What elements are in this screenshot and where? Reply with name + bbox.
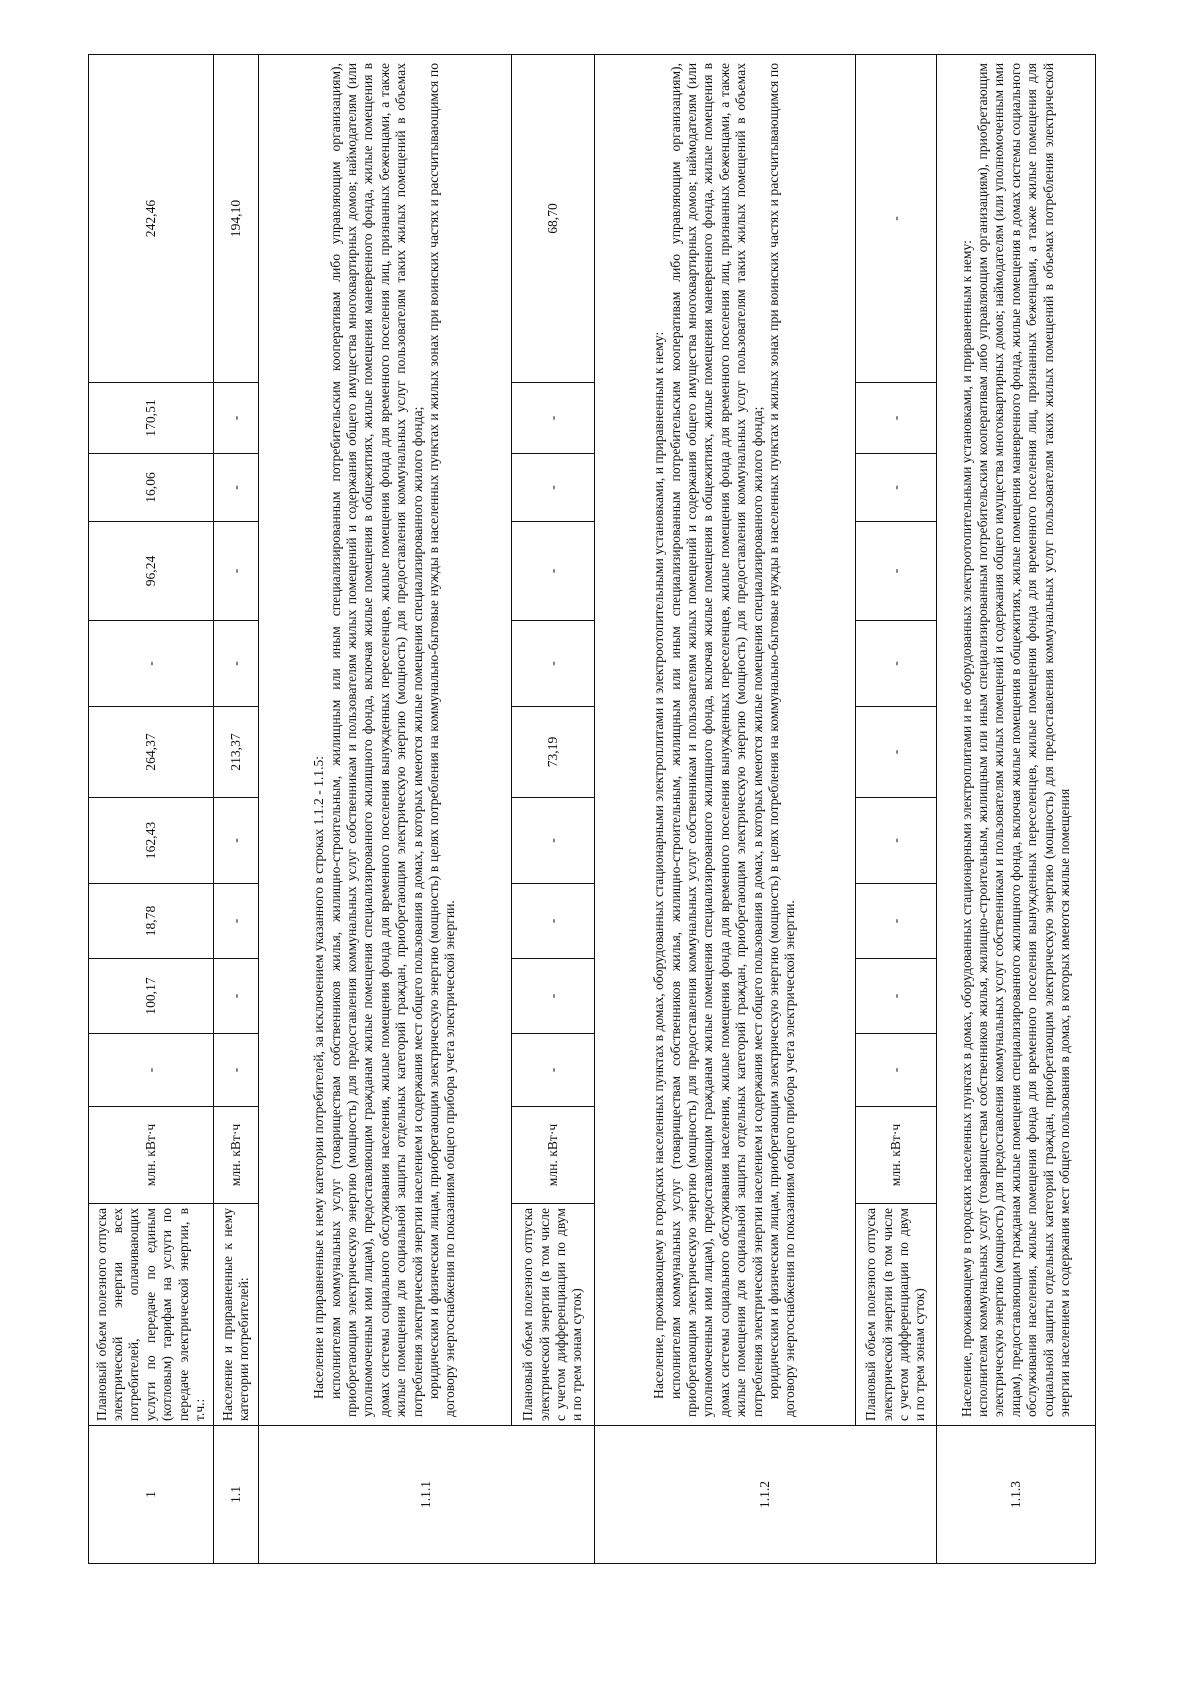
value-cell: - <box>512 454 595 522</box>
category-paragraph: исполнителям коммунальных услуг (товариществам собственников жилья, жилищно-строительным, жилищным или иным специализированным потребительским кооперативам либо управляющим организациям), приобретающим электрическую энергию (мощность) для предоставления коммунальных услуг собственникам и пользователям жилых помещений и содержания общего имущества многоквартирных домов; наймодателям (или уполномоченным ими лицам), предоставляющим гражданам жилые помещения специализированного жилищного фонда, включая жилые помещения в общежитиях, жилые помещения маневренного фонда, жилые помещения в домах системы социального обслуживания населения, жилые помещения фонда для временного поселения вынужденных переселенцев, жилые помещения фонда для временного поселения лиц, признанных беженцами, а также жилые помещения для социальной защиты отдельных категорий граждан, приобретающим электрическую энергию (мощность) для предоставления коммунальных услуг пользователям таких жилых помещений в объемах потребления электрической энергии населением и содержания мест общего пользования в домах, в которых имеются жилые помещения специализированного жилого фонда; <box>327 63 425 1417</box>
value-cell: 16,06 <box>89 454 214 522</box>
value-cell: 162,43 <box>89 798 214 884</box>
value-cell: - <box>856 798 937 884</box>
row-number: 1 <box>89 1426 214 1564</box>
value-cell: 100,17 <box>89 959 214 1034</box>
value-cell: - <box>214 959 259 1034</box>
table-row-1 <box>89 55 214 1564</box>
value-cell: - <box>856 454 937 522</box>
value-cell: - <box>214 522 259 621</box>
category-heading: Население, проживающему в городских населенных пунктах в домах, оборудованных стационарными электроплитами и не оборудованных электроотопительными установками, и приравненным к нему: <box>958 240 974 1417</box>
value-cell: - <box>214 383 259 454</box>
value-cell: - <box>856 707 937 798</box>
value-cell: - <box>214 454 259 522</box>
category-heading: Население и приравненные к нему категории потребителей, за исключением указанного в строках 1.1.2 - 1.1.5: <box>311 755 327 1399</box>
row-description: Плановый объем полезного отпуска электрической энергии (в том числе с учетом дифференциации по двум и по трем зонам суток) <box>512 1204 595 1426</box>
value-cell: - <box>512 959 595 1034</box>
category-paragraph: юридическим и физическим лицам, приобретающим электрическую энергию (мощность) в целях потребления на коммунально-бытовые нужды в населенных пунктах и жилых зонах при воинских частях и рассчитывающимся по договору энергоснабжения по показаниям общего прибора учета электрической энергии. <box>426 63 458 1417</box>
table-row-1-1-1-volume <box>512 55 595 1564</box>
row-number: 1.1.2 <box>595 1426 937 1564</box>
row-number: 1.1.3 <box>937 1426 1096 1564</box>
value-cell: 170,51 <box>89 383 214 454</box>
row-number: 1.1 <box>214 1426 259 1564</box>
value-cell: - <box>856 383 937 454</box>
value-cell: - <box>856 621 937 707</box>
category-description <box>259 55 512 1426</box>
value-cell: - <box>512 798 595 884</box>
category-description <box>595 55 856 1426</box>
value-cell: - <box>214 884 259 959</box>
value-cell: - <box>856 884 937 959</box>
row-description: Население и приравненные к нему категории потребителей: <box>214 1204 259 1426</box>
value-cell: - <box>89 1034 214 1107</box>
value-cell: - <box>89 621 214 707</box>
value-cell: 18,78 <box>89 884 214 959</box>
value-cell: - <box>512 621 595 707</box>
value-cell: - <box>512 884 595 959</box>
table-row-1-1-2-volume <box>856 55 937 1564</box>
row-number: 1.1.1 <box>259 1426 595 1564</box>
value-cell: - <box>856 959 937 1034</box>
value-cell: - <box>856 1034 937 1107</box>
value-cell: - <box>856 55 937 383</box>
value-cell: 242,46 <box>89 55 214 383</box>
value-cell: - <box>856 522 937 621</box>
table-row-1-1-2 <box>595 55 856 1564</box>
row-unit: млн. кВт·ч <box>89 1107 214 1204</box>
table-row-1-1-3 <box>937 55 1096 1564</box>
value-cell: - <box>512 1034 595 1107</box>
row-unit: млн. кВт·ч <box>512 1107 595 1204</box>
value-cell: - <box>214 1034 259 1107</box>
row-description: Плановый объем полезного отпуска электрической энергии (в том числе с учетом дифференциации по двум и по трем зонам суток) <box>856 1204 937 1426</box>
value-cell: 194,10 <box>214 55 259 383</box>
value-cell: - <box>214 798 259 884</box>
category-heading: Население, проживающему в городских населенных пунктах в домах, оборудованных стационарными электроплитами и электроотопительными установками, и приравненным к нему: <box>651 331 667 1399</box>
tariff-table <box>88 54 1096 1564</box>
table-row-1-1 <box>214 55 259 1564</box>
row-unit: млн. кВт·ч <box>856 1107 937 1204</box>
category-description <box>937 55 1096 1426</box>
value-cell: 213,37 <box>214 707 259 798</box>
value-cell: - <box>512 383 595 454</box>
value-cell: 73,19 <box>512 707 595 798</box>
category-paragraph: исполнителям коммунальных услуг (товариществам собственников жилья, жилищно-строительным, жилищным или иным специализированным потребительским кооперативам либо управляющим организациям), приобретающим электрическую энергию (мощность) для предоставления коммунальных услуг собственникам и пользователям жилых помещений и содержания общего имущества многоквартирных домов; наймодателям (или уполномоченным ими лицам), предоставляющим гражданам жилые помещения специализированного жилищного фонда, включая жилые помещения в общежитиях, жилые помещения маневренного фонда, жилые помещения в домах системы социального обслуживания населения, жилые помещения фонда для временного поселения вынужденных переселенцев, жилые помещения фонда для временного поселения лиц, признанных беженцами, а также жилые помещения для социальной защиты отдельных категорий граждан, приобретающим электрическую энергию (мощность) для предоставления коммунальных услуг пользователям таких жилых помещений в объемах потребления электрической энергии населением и содержания мест общего пользования в домах, в которых имеются жилые помещения специализированного жилого фонда; <box>667 63 765 1417</box>
value-cell: - <box>214 621 259 707</box>
row-unit: млн. кВт·ч <box>214 1107 259 1204</box>
table-row-1-1-1 <box>259 55 512 1564</box>
value-cell: 96,24 <box>89 522 214 621</box>
value-cell: - <box>512 522 595 621</box>
value-cell: 68,70 <box>512 55 595 383</box>
rotated-table-sheet <box>88 55 1073 1564</box>
category-paragraph: исполнителям коммунальных услуг (товариществам собственников жилья, жилищно-строительным, жилищным или иным специализированным потребительским кооперативам либо управляющим организациям), приобретающим электрическую энергию (мощность) для предоставления коммунальных услуг собственникам и пользователям жилых помещений и содержания общего имущества многоквартирных домов; наймодателям (или уполномоченным ими лицам), предоставляющим гражданам жилые помещения специализированного жилищного фонда, включая жилые помещения в общежитиях, жилые помещения маневренного фонда, жилые помещения в домах системы социального обслуживания населения, жилые помещения фонда для временного поселения вынужденных переселенцев, жилые помещения фонда для временного поселения лиц, признанных беженцами, а также жилые помещения для социальной защиты отдельных категорий граждан, приобретающим электрическую энергию (мощность) для предоставления коммунальных услуг пользователям таких жилых помещений в объемах потребления электрической энергии населением и содержания мест общего пользования в домах, в которых имеются жилые помещения <box>974 63 1073 1417</box>
row-description: Плановый объем полезного отпуска электрической энергии всех потребителей, оплачивающих услуги по передаче по единым (котловым) тарифам на услуги по передаче электрической энергии, в т.ч.: <box>89 1204 214 1426</box>
value-cell: 264,37 <box>89 707 214 798</box>
category-paragraph: юридическим и физическим лицам, приобретающим электрическую энергию (мощность) в целях потребления на коммунально-бытовые нужды в населенных пунктах и жилых зонах при воинских частях и рассчитывающимся по договору энергоснабжения по показаниям общего прибора учета электрической энергии. <box>766 63 798 1417</box>
